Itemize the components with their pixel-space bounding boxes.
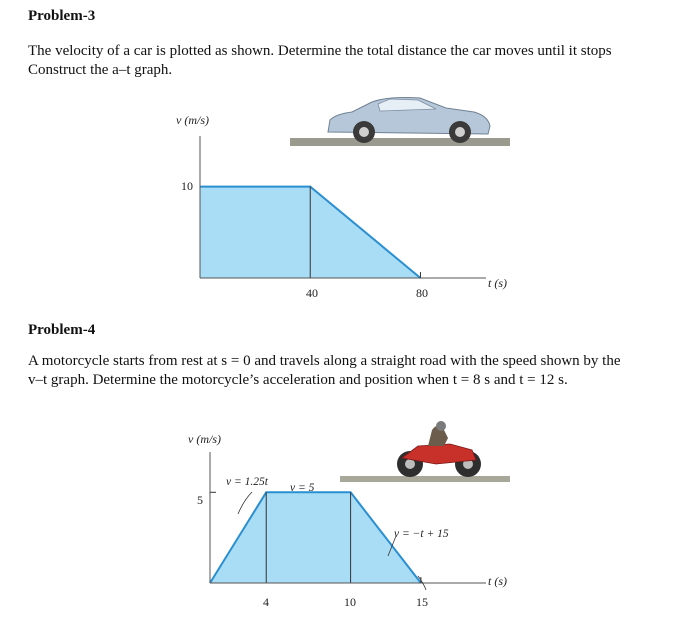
chart2-x-tick-4: 4: [263, 595, 269, 609]
chart2-eq-constant: v = 5: [290, 482, 315, 494]
chart1-y-label: v (m/s): [176, 113, 209, 127]
problem-4-line-1: A motorcycle starts from rest at s = 0 and travels along a straight road with the speed shown by the: [28, 353, 621, 369]
chart2-eq-ramp-down: v = −t + 15: [394, 528, 449, 540]
problem-4-heading: Problem-4: [28, 322, 96, 338]
chart2-x-label: t (s): [488, 574, 507, 588]
chart2-x-tick-10: 10: [344, 595, 356, 609]
chart1-y-tick-10: 10: [181, 179, 193, 193]
chart1-x-tick-80: 80: [416, 286, 428, 300]
chart1-x-label: t (s): [488, 276, 507, 290]
problem-3-line-2: Construct the a–t graph.: [28, 62, 173, 78]
chart1-x-tick-40: 40: [306, 286, 318, 300]
chart2-x-tick-15: 15: [416, 595, 428, 609]
problem-4-line-2: v–t graph. Determine the motorcycle’s acceleration and position when t = 8 s and t = 12 s.: [28, 372, 568, 388]
chart2-y-tick-5: 5: [197, 493, 203, 507]
chart2-y-label: v (m/s): [188, 432, 221, 446]
problem-3-line-1: The velocity of a car is plotted as shown. Determine the total distance the car moves until it stops: [28, 43, 612, 59]
problem-3-heading: Problem-3: [28, 8, 96, 24]
chart2-leader-1: [238, 492, 252, 514]
chart2-eq-ramp-up: v = 1.25t: [226, 476, 268, 488]
